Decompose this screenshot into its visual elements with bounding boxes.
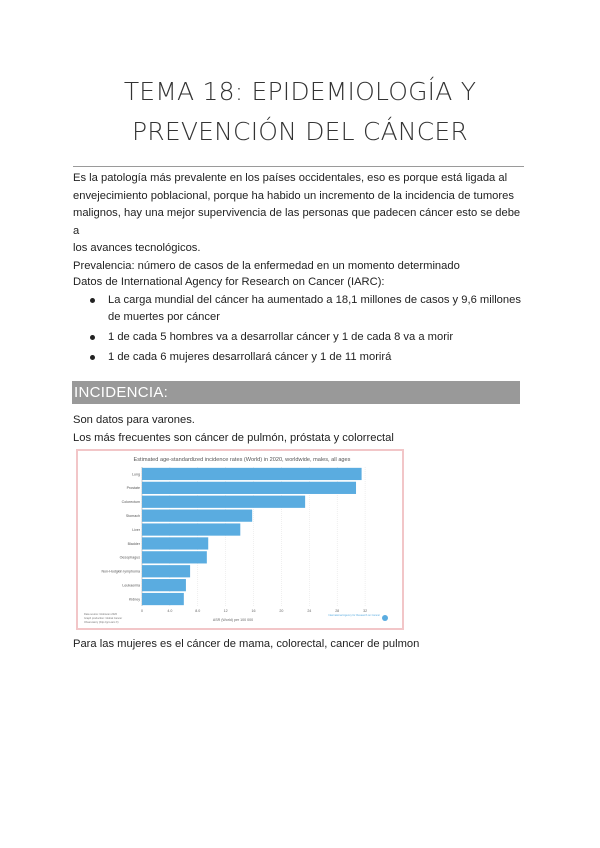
chart-category-label: Non-Hodgkin lymphoma xyxy=(101,569,140,574)
chart-title: Estimated age-standardized incidence rates (World) in 2020, worldwide, males, all ages xyxy=(133,457,351,463)
incidence-chart-image xyxy=(76,449,404,630)
chart-category-label: Prostate xyxy=(126,486,140,491)
chart-bars xyxy=(142,468,362,605)
intro-paragraph xyxy=(73,170,525,275)
intro-line-2: envejecimiento poblacional, porque ha habido un incremento de la incidencia de tumores xyxy=(73,189,514,202)
chart-x-tick-label: 16 xyxy=(251,609,256,613)
title-line-1: TEMA 18: EPIDEMIOLOGÍA Y xyxy=(123,77,477,106)
chart-category-label: Leukaemia xyxy=(122,583,140,588)
chart-source-line-2: Graph production: Global Cancer xyxy=(84,617,123,620)
chart-x-tick-label: 12 xyxy=(223,609,228,613)
chart-x-tick-label: 4.0 xyxy=(167,609,173,613)
intro-line-4: los avances tecnológicos. xyxy=(73,242,201,254)
chart-bar xyxy=(142,468,362,480)
chart-source-line-3: Observatory (http://gco.iarc.fr) xyxy=(84,621,119,624)
bullet-text-line-2: de muertes por cáncer xyxy=(108,311,220,323)
incidence-line-1: Son datos para varones. xyxy=(73,414,195,426)
bullet-icon xyxy=(90,335,95,340)
bullet-item xyxy=(88,292,528,326)
intro-line-1: Es la patología más prevalente en los países occidentales, eso es porque está ligada al xyxy=(73,172,508,184)
chart-x-tick-label: 8.0 xyxy=(195,609,201,613)
chart-bar xyxy=(142,496,305,508)
page-title xyxy=(0,72,600,152)
chart-x-tick-label: 24 xyxy=(307,609,312,613)
chart-x-tick-label: 32 xyxy=(363,609,368,613)
intro-line-3: malignos, hay una mejor supervivencia de las personas que padecen cáncer esto se debe a xyxy=(73,207,521,237)
chart-category-label: Oesophagus xyxy=(119,555,140,560)
iarc-heading: Datos de International Agency for Research on Cancer (IARC): xyxy=(73,276,385,288)
bullet-icon xyxy=(90,298,95,303)
incidence-bar-chart xyxy=(78,451,402,628)
women-note: Para las mujeres es el cáncer de mama, colorectal, cancer de pulmon xyxy=(73,638,420,650)
chart-category-label: Colorectum xyxy=(121,500,140,505)
bullet-text-line-1: 1 de cada 6 mujeres desarrollará cáncer y 1 de 11 morirá xyxy=(108,351,392,363)
prevalence-definition: Prevalencia: número de casos de la enfermedad en un momento determinado xyxy=(73,259,460,272)
chart-bar xyxy=(142,510,252,522)
iarc-bullet-list xyxy=(88,292,528,369)
bullet-text-line-1: 1 de cada 5 hombres va a desarrollar cáncer y 1 de cada 8 va a morir xyxy=(108,331,454,343)
chart-bar xyxy=(142,523,240,535)
chart-source-line-1: Data source: Globocan 2020 xyxy=(84,613,118,616)
chart-tick-labels xyxy=(141,609,367,613)
chart-x-axis-label: ASR (World) per 100 000 xyxy=(212,618,254,622)
chart-bar xyxy=(142,579,186,591)
bullet-item xyxy=(88,329,528,346)
chart-category-label: Kidney xyxy=(129,597,140,602)
chart-bar xyxy=(142,482,356,494)
chart-bar xyxy=(142,551,207,563)
bullet-item xyxy=(88,349,528,366)
chart-category-label: Liver xyxy=(132,527,140,532)
section-heading-incidencia: INCIDENCIA: xyxy=(72,381,520,404)
chart-x-tick-label: 28 xyxy=(335,609,340,613)
title-divider xyxy=(73,166,524,167)
chart-category-label: Lung xyxy=(132,472,140,477)
incidence-line-2: Los más frecuentes son cáncer de pulmón, próstata y colorrectal xyxy=(73,431,394,444)
chart-x-tick-label: 20 xyxy=(279,609,284,613)
title-line-2: PREVENCIÓN DEL CÁNCER xyxy=(132,117,468,146)
logo-text: International Agency for Research on Cancer xyxy=(328,614,380,617)
chart-bar xyxy=(142,593,184,605)
chart-category-label: Bladder xyxy=(127,541,140,546)
chart-category-labels xyxy=(101,472,140,601)
chart-bar xyxy=(142,565,190,577)
iarc-logo xyxy=(328,613,388,621)
logo-icon xyxy=(382,615,388,621)
bullet-icon xyxy=(90,355,95,360)
chart-category-label: Stomach xyxy=(125,513,140,518)
incidence-paragraph xyxy=(73,412,525,447)
chart-x-tick-label: 0 xyxy=(141,609,143,613)
chart-bar xyxy=(142,537,208,549)
bullet-text-line-1: La carga mundial del cáncer ha aumentado a 18,1 millones de casos y 9,6 millones xyxy=(108,294,521,306)
